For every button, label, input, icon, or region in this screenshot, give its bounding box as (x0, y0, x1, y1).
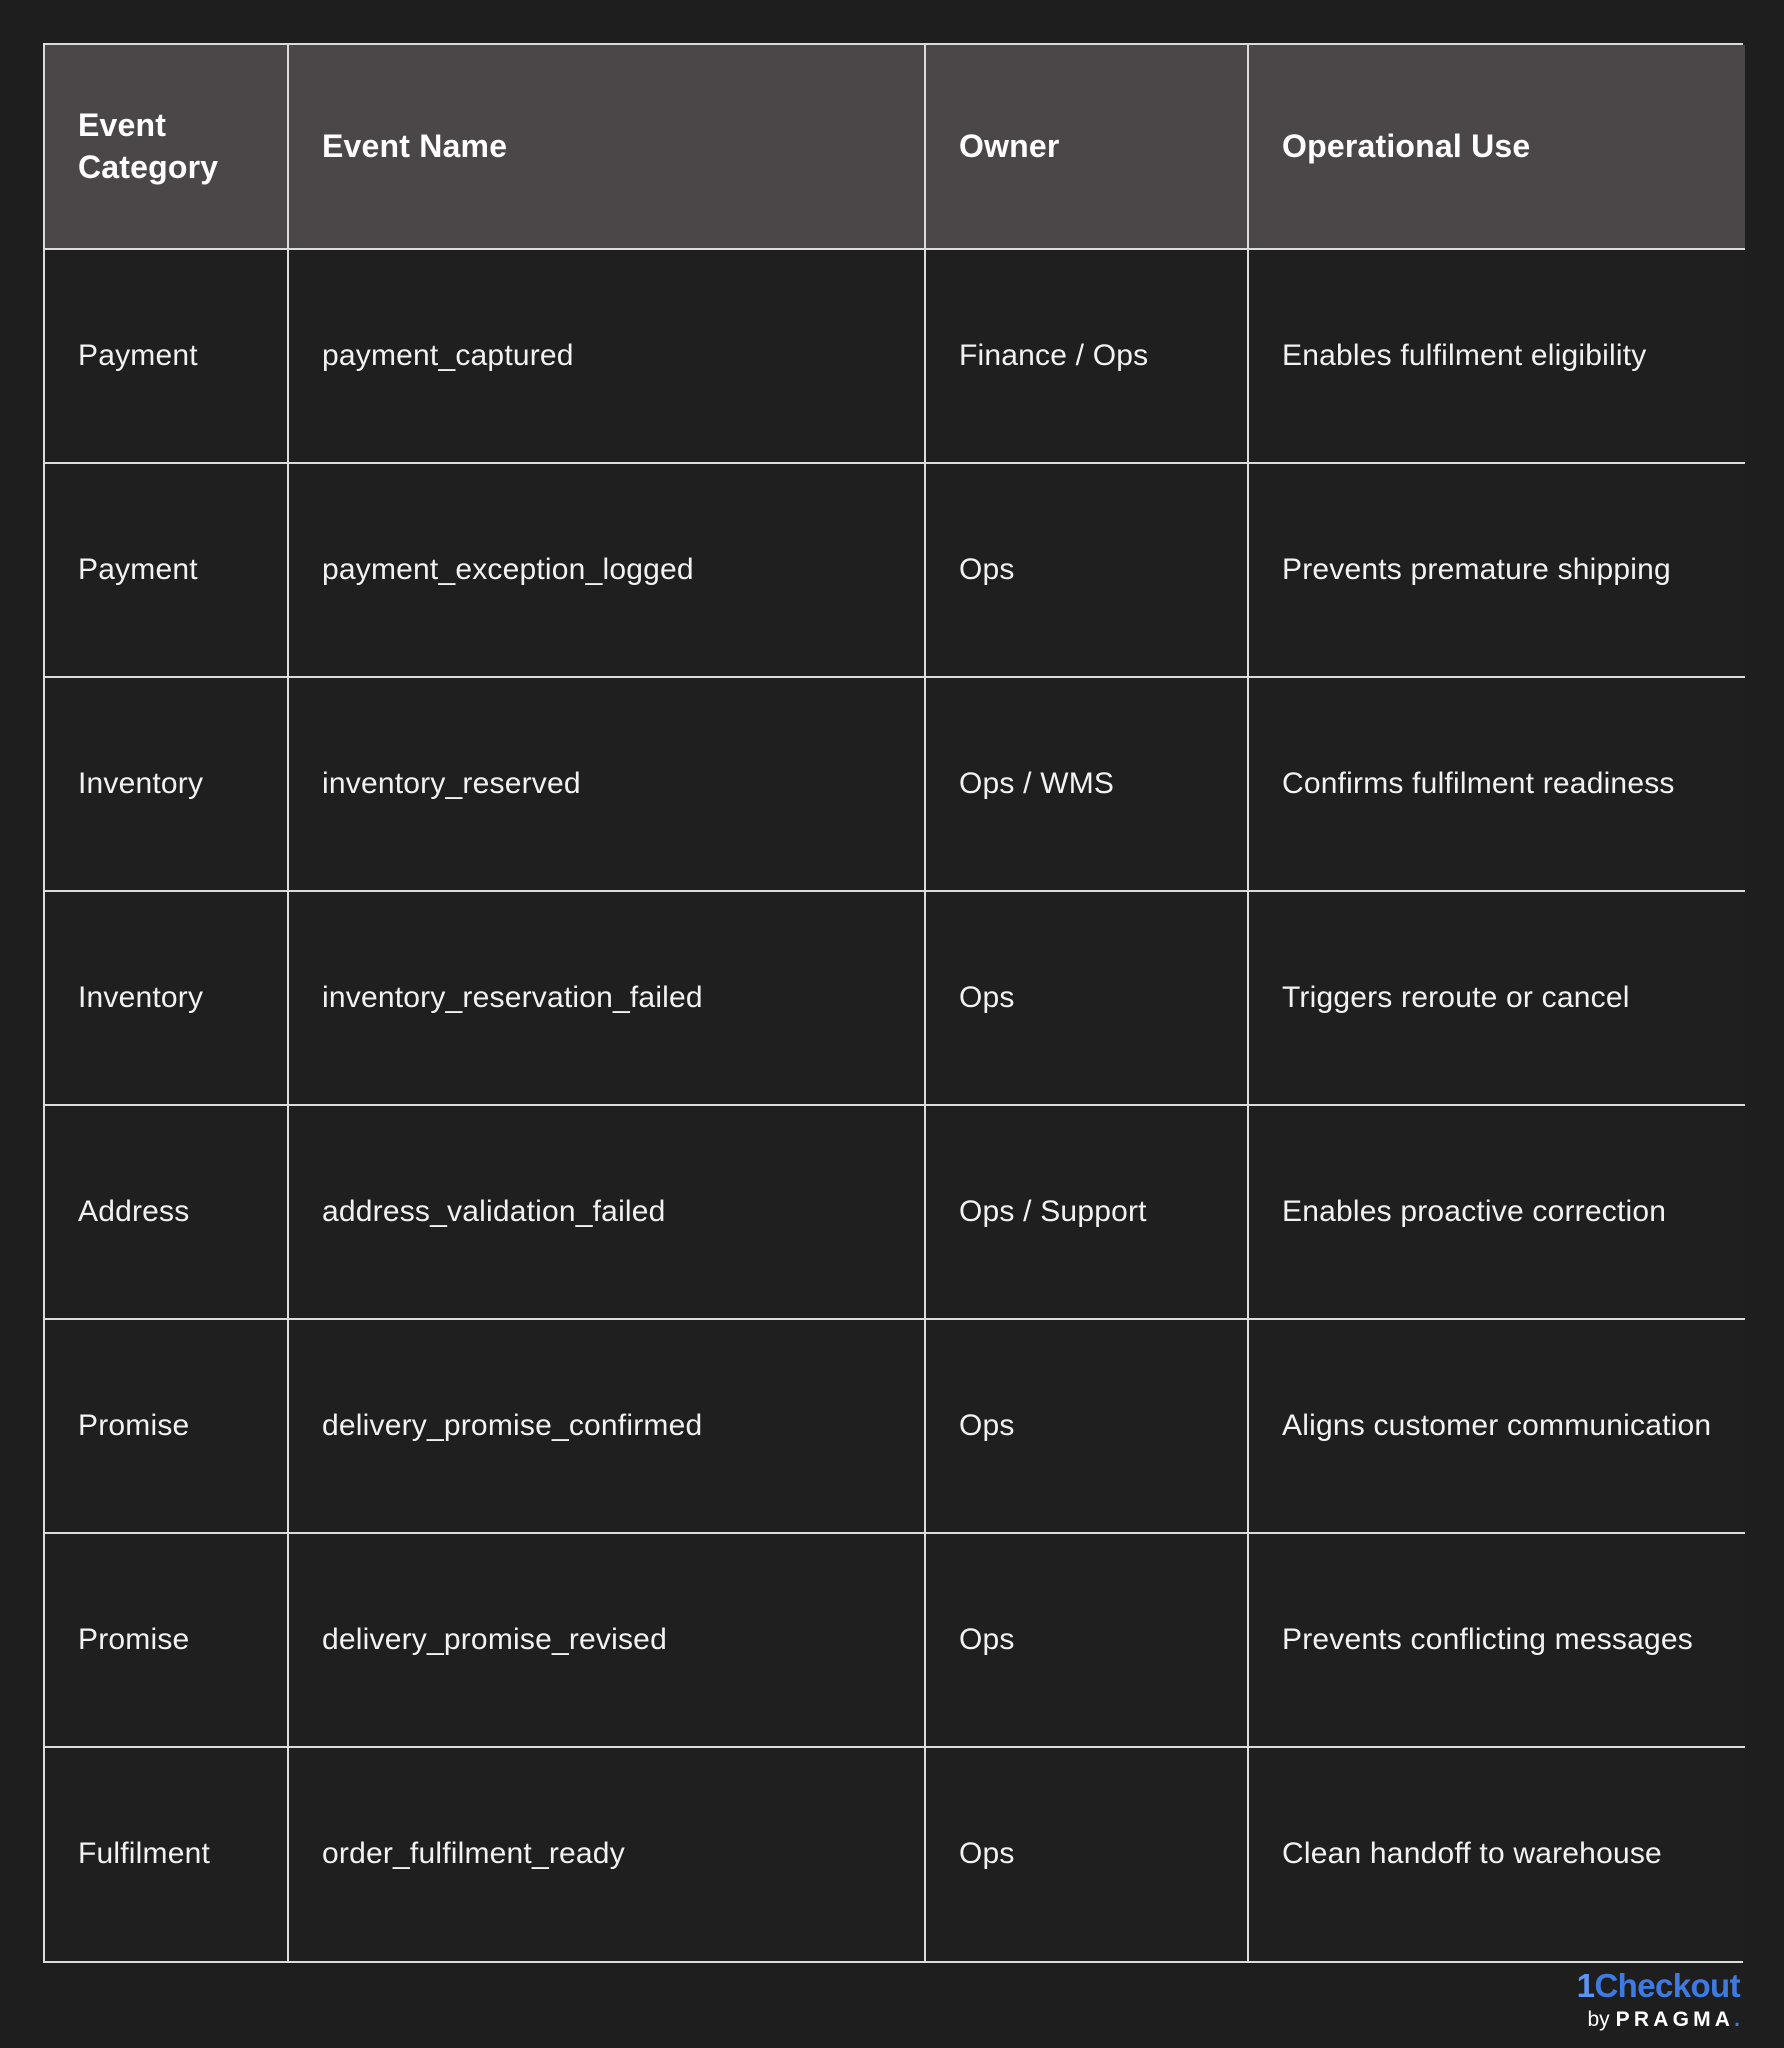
header-event-name: Event Name (288, 45, 925, 249)
cell-event-name: payment_captured (288, 249, 925, 463)
cell-operational-use: Enables fulfilment eligibility (1248, 249, 1745, 463)
cell-operational-use: Prevents premature shipping (1248, 463, 1745, 677)
cell-owner: Ops (925, 1533, 1248, 1747)
logo-period: . (1734, 2008, 1740, 2031)
cell-event-category: Payment (45, 249, 288, 463)
table-row (45, 1747, 1745, 1961)
cell-owner: Ops (925, 463, 1248, 677)
table-header-row (45, 45, 1745, 249)
header-event-category: Event Category (45, 45, 288, 249)
table-row (45, 677, 1745, 891)
cell-event-category: Inventory (45, 891, 288, 1105)
cell-event-name: inventory_reservation_failed (288, 891, 925, 1105)
event-taxonomy-table (45, 45, 1745, 1961)
table-row (45, 1533, 1745, 1747)
header-owner: Owner (925, 45, 1248, 249)
cell-operational-use: Triggers reroute or cancel (1248, 891, 1745, 1105)
cell-event-category: Address (45, 1105, 288, 1319)
cell-operational-use: Confirms fulfilment readiness (1248, 677, 1745, 891)
cell-owner: Ops (925, 891, 1248, 1105)
cell-operational-use: Aligns customer communication (1248, 1319, 1745, 1533)
cell-event-name: delivery_promise_confirmed (288, 1319, 925, 1533)
cell-owner: Ops / WMS (925, 677, 1248, 891)
cell-owner: Finance / Ops (925, 249, 1248, 463)
cell-event-name: inventory_reserved (288, 677, 925, 891)
logo-product-name (1577, 1969, 1740, 2002)
table-row (45, 891, 1745, 1105)
logo-by-word: by (1587, 2008, 1610, 2031)
cell-event-category: Promise (45, 1533, 288, 1747)
cell-owner: Ops / Support (925, 1105, 1248, 1319)
logo-byline (1577, 2009, 1740, 2030)
table-body (45, 249, 1745, 1961)
cell-event-name: delivery_promise_revised (288, 1533, 925, 1747)
cell-event-category: Inventory (45, 677, 288, 891)
event-table-container (43, 43, 1743, 1963)
cell-event-category: Promise (45, 1319, 288, 1533)
table-row (45, 249, 1745, 463)
cell-owner: Ops (925, 1319, 1248, 1533)
table-row (45, 463, 1745, 677)
cell-operational-use: Enables proactive correction (1248, 1105, 1745, 1319)
cell-event-name: payment_exception_logged (288, 463, 925, 677)
cell-event-name: address_validation_failed (288, 1105, 925, 1319)
header-operational-use: Operational Use (1248, 45, 1745, 249)
cell-operational-use: Clean handoff to warehouse (1248, 1747, 1745, 1961)
logo-numeral: 1 (1576, 1967, 1595, 2004)
table-row (45, 1319, 1745, 1533)
logo-brand-name: PRAGMA (1615, 2008, 1735, 2031)
cell-owner: Ops (925, 1747, 1248, 1961)
cell-event-category: Payment (45, 463, 288, 677)
table-header (45, 45, 1745, 249)
cell-event-name: order_fulfilment_ready (288, 1747, 925, 1961)
cell-operational-use: Prevents conflicting messages (1248, 1533, 1745, 1747)
table-row (45, 1105, 1745, 1319)
logo-product-word: Checkout (1594, 1967, 1740, 2004)
cell-event-category: Fulfilment (45, 1747, 288, 1961)
brand-logo (1577, 1969, 1740, 2030)
